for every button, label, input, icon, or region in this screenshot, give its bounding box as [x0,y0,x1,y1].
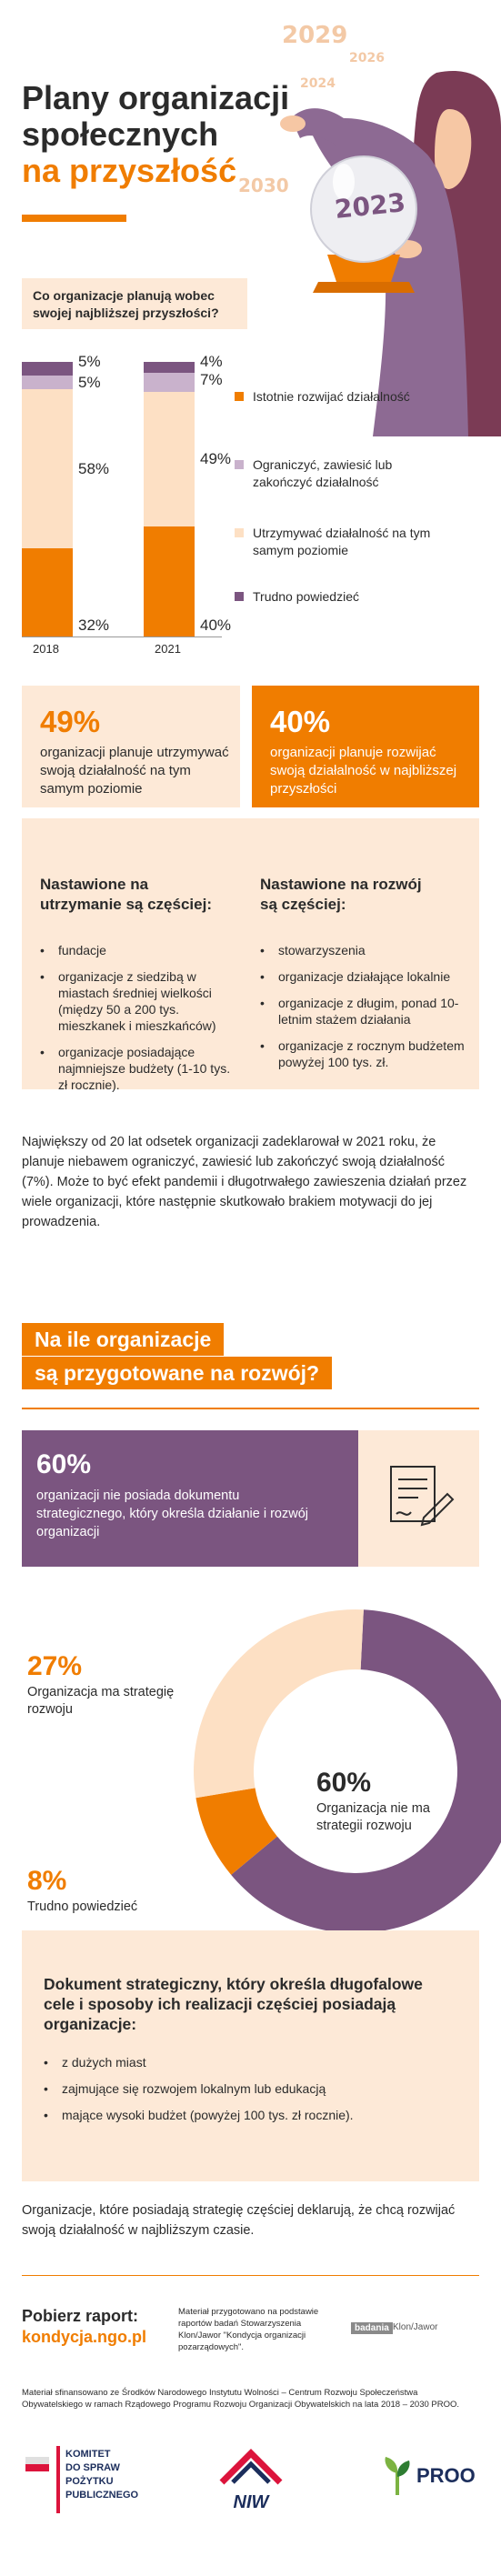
list-item: • z dużych miast [44,2054,457,2070]
stat-box-develop [252,686,479,807]
strategy-list [44,2054,457,2123]
proo-sprout-icon [382,2455,413,2495]
question-box [22,278,247,329]
doc-desc: organizacji nie posiada dokumentu strategicznego, który określa działanie i rozwój organizacji [36,1488,308,1539]
bar-label-2021-0: 40% [200,616,232,634]
bar-segment-2018-0 [22,548,73,636]
column-head-maintain: Nastawione na utrzymanie są częściej: [40,876,212,913]
title-line-3: na przyszłość [22,152,237,189]
logo-proo [382,2455,482,2501]
bar-segment-2021-3 [144,362,195,373]
doc-pct: 60% [36,1449,92,1479]
download-link[interactable]: kondycja.ngo.pl [22,2328,147,2346]
page-title [22,80,295,189]
legend-label: Istotnie rozwijać działalność [253,389,410,404]
list-item: • stowarzyszenia [260,942,469,958]
legend-label: Utrzymywać działalność na tym samym poziomie [253,526,431,557]
bar-segment-2021-1 [144,392,195,526]
doc-box-stat [22,1430,358,1567]
material-note: Materiał przygotowano na podstawie raportów badań Stowarzyszenia Klon/Jawor "Kondycja organizacji pozarządowych". [178,2307,319,2352]
strategy-doc-box [22,1430,479,1567]
donut-label-no-strategy [316,1766,462,1835]
kpp-rule [56,2446,60,2513]
stat-desc: organizacji planuje utrzymywać swoją działalność na tym samym poziomie [40,745,229,797]
list-item: • organizacje posiadające najmniejsze budżety (1-10 tys. zł rocznie). [40,1044,240,1093]
kpp-line: POŻYTKU [65,2476,114,2487]
download-label: Pobierz raport: [22,2307,139,2325]
list-item: • organizacje z siedzibą w miastach średniej wielkości (między 50 a 200 tys. mieszkanek i mieszkańców) [40,968,240,1034]
x-label-2018: 2018 [33,642,59,656]
bar-segment-2018-3 [22,362,73,376]
footer-rule [22,2275,479,2276]
niw-text: NIW [233,2492,269,2512]
bar-label-2021-2: 7% [200,371,223,389]
kpp-line: PUBLICZNEGO [65,2490,139,2501]
list-item: • fundacje [40,942,240,958]
x-label-2021: 2021 [155,642,181,656]
badania-logo: badania [351,2322,393,2334]
year-2026: 2026 [349,51,385,65]
donut-desc: Organizacja ma strategię rozwoju [27,1685,175,1717]
question-text: Co organizacje planują wobec swojej najbliższej przyszłości? [33,288,219,320]
donut-pct: 8% [27,1866,67,1896]
donut-label-has-strategy [27,1649,191,1719]
legend-swatch [235,528,244,537]
klon-jawor-logo: Klon/Jawor [393,2322,438,2332]
bar-segment-2018-2 [22,376,73,389]
legend-item-unknown [253,588,435,606]
strategy-box [22,1930,479,2181]
bar-segment-2021-2 [144,373,195,392]
title-underline [22,215,126,222]
niw-mark-icon [215,2446,287,2488]
donut-label-unknown [27,1864,191,1916]
donut-desc: Trudno powiedzieć [27,1899,138,1914]
document-pen-icon [378,1456,462,1539]
legend-swatch [235,460,244,469]
donut-pct: 60% [316,1768,372,1798]
year-2030: 2030 [238,175,289,196]
title-line-2: społecznych [22,115,219,153]
logo-niw [215,2446,287,2519]
paragraph-pandemic: Największy od 20 lat odsetek organizacji zadeklarował w 2021 roku, że planuje niebawem ograniczyć, zawiesić lub zakończyć swoją działalność (7%). Może to być efekt pandemii i długotrwałego zawieszenia działań przez wiele organizacji, które następnie skutkowało brakiem motywacji do jej prowadzenia. [22,1135,467,1229]
logo-kpp [25,2446,162,2519]
bar-label-2021-1: 49% [200,450,232,468]
question2-rule [22,1408,479,1409]
kpp-name [65,2448,138,2502]
kpp-flag-icon [25,2457,49,2471]
bar-label-2018-3: 5% [78,353,101,370]
legend-item-develop [253,388,435,406]
list-develop [260,942,469,1080]
year-2024: 2024 [300,76,336,91]
question2-line-1: Na ile organizacje [22,1323,224,1356]
ball-base [313,282,415,293]
bar-segment-2021-0 [144,526,195,636]
crystal-ball-year: 2023 [333,187,407,225]
bar-label-2018-0: 32% [78,616,110,634]
list-maintain [40,942,240,1103]
donut-desc: Organizacja nie ma strategii rozwoju [316,1801,430,1833]
chart-baseline [22,636,222,637]
year-2029: 2029 [282,22,348,49]
donut-pct: 27% [27,1651,83,1681]
legend-swatch [235,392,244,401]
list-item: • zajmujące się rozwojem lokalnym lub edukacją [44,2080,457,2097]
legend-item-maintain [253,525,435,559]
legend-item-limit [253,456,435,491]
bar-label-2018-2: 5% [78,374,101,392]
question2-line-2: są przygotowane na rozwój? [22,1357,332,1389]
stat-pct: 40% [270,705,331,738]
list-item: • mające wysoki budżet (powyżej 100 tys. zł rocznie). [44,2107,457,2123]
proo-text: PROO [416,2464,476,2487]
strategy-head: Dokument strategiczny, który określa długofalowe cele i sposoby ich realizacji częściej posiadają organizacje: [44,1975,423,2033]
stat-pct: 49% [40,705,101,738]
paragraph-strategy: Organizacje, które posiadają strategię częściej deklarują, że chcą rozwijać swoją działalność w najbliższym czasie. [22,2203,456,2238]
list-item: • organizacje z rocznym budżetem powyżej 100 tys. zł. [260,1037,469,1070]
bar-label-2018-1: 58% [78,459,110,477]
kpp-line: KOMITET [65,2449,111,2460]
stat-box-maintain [22,686,240,807]
column-head-develop: Nastawione na rozwój są częściej: [260,876,422,913]
funding-note: Materiał sfinansowano ze Środków Narodowego Instytutu Wolności – Centrum Rozwoju Społeczeństwa Obywatelskiego w ramach Rządowego Programu Rozwoju Organizacji Obywatelskich na lata 2018 – 2030 PROO. [22,2388,460,2410]
legend-label: Trudno powiedzieć [253,589,359,604]
bar-segment-2018-1 [22,389,73,548]
kpp-line: DO SPRAW [65,2462,120,2473]
legend-label: Ograniczyć, zawiesić lub zakończyć działalność [253,457,393,489]
bar-label-2021-3: 4% [200,353,223,370]
legend-swatch [235,592,244,601]
list-item: • organizacje z długim, ponad 10-letnim stażem działania [260,995,469,1027]
title-line-1: Plany organizacji [22,79,290,116]
list-item: • organizacje działające lokalnie [260,968,469,985]
stat-desc: organizacji planuje rozwijać swoją działalność w najbliższej przyszłości [270,745,457,797]
